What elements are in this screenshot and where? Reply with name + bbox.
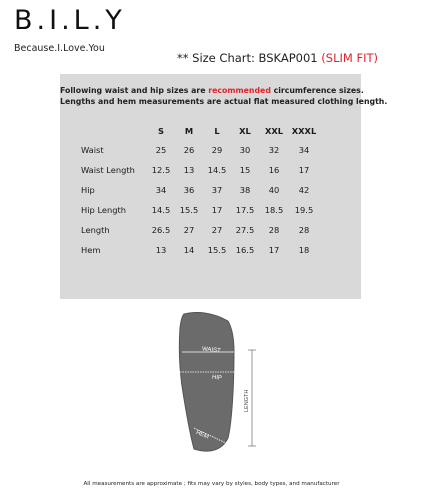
table-cell: 27 [183, 225, 195, 235]
table-cell: 26.5 [151, 225, 171, 235]
row-label: Hip Length [81, 205, 127, 215]
table-cell: 36 [183, 185, 195, 195]
table-cell: 15.5 [179, 205, 199, 215]
table-cell: 28 [268, 225, 280, 235]
sizing-note-text-b: circumference sizes. [270, 86, 364, 95]
table-cell: 14 [183, 245, 195, 255]
table-cell: 37 [211, 185, 223, 195]
table-cell: 18 [298, 245, 310, 255]
sizing-note-highlight: recommended [208, 86, 271, 95]
row-label: Length [81, 225, 110, 235]
size-chart-panel [60, 74, 388, 299]
hem-label: HEM [194, 429, 210, 441]
size-header-l: L [214, 126, 220, 136]
table-cell: 16.5 [235, 245, 255, 255]
row-label: Hem [81, 245, 101, 255]
footer-disclaimer: All measurements are approximate ; fits may vary by styles, body types, and manufacturer [83, 481, 340, 487]
table-cell: 27.5 [235, 225, 255, 235]
size-header-xl: XL [239, 126, 251, 136]
table-row-length [81, 220, 319, 240]
table-cell: 13 [155, 245, 167, 255]
table-row-waist-length [81, 160, 319, 180]
table-cell: 18.5 [264, 205, 284, 215]
fit-label: (SLIM FIT) [321, 51, 378, 65]
brand-logo: B.I.L.Y [14, 5, 126, 36]
table-cell: 15 [239, 165, 251, 175]
table-row-hip [81, 180, 319, 200]
table-cell: 34 [298, 145, 310, 155]
table-row-waist [81, 140, 319, 160]
table-cell: 15.5 [207, 245, 227, 255]
size-header-xxxl: XXXL [291, 126, 317, 136]
table-cell: 19.5 [294, 205, 314, 215]
table-cell: 32 [268, 145, 280, 155]
size-header-blank [81, 122, 147, 140]
skirt-measurement-diagram [170, 312, 270, 462]
row-label: Waist Length [81, 165, 135, 175]
table-cell: 17 [298, 165, 310, 175]
size-header-s: S [158, 126, 164, 136]
table-cell: 27 [211, 225, 223, 235]
brand-tagline: Because.I.Love.You [14, 43, 105, 54]
size-header-row [81, 122, 319, 140]
size-table [81, 122, 319, 260]
table-cell: 13 [183, 165, 195, 175]
table-cell: 25 [155, 145, 167, 155]
table-row-hem [81, 240, 319, 260]
table-cell: 40 [268, 185, 280, 195]
table-cell: 42 [298, 185, 310, 195]
table-cell: 14.5 [207, 165, 227, 175]
sizing-note-text-a: Following waist and hip sizes are [60, 86, 209, 95]
row-label: Hip [81, 185, 95, 195]
length-label: LENGTH [244, 389, 250, 412]
table-cell: 29 [211, 145, 223, 155]
hip-label: HIP [211, 374, 223, 382]
size-header-xxl: XXL [264, 126, 284, 136]
size-header-m: M [184, 126, 194, 136]
skirt-shape [179, 312, 234, 451]
sizing-note-line-2: Lengths and hem measurements are actual flat measured clothing length. [60, 97, 388, 106]
table-cell: 28 [298, 225, 310, 235]
table-cell: 30 [239, 145, 251, 155]
size-chart-code: ** Size Chart: BSKAP001 [177, 51, 322, 65]
table-cell: 17 [268, 245, 280, 255]
sizing-note-line-1 [60, 85, 364, 96]
table-cell: 34 [155, 185, 167, 195]
table-cell: 17.5 [235, 205, 255, 215]
size-chart-title [177, 51, 378, 65]
table-cell: 17 [211, 205, 223, 215]
table-row-hip-length [81, 200, 319, 220]
table-cell: 12.5 [151, 165, 171, 175]
waist-label: WAIST [201, 346, 221, 355]
row-label: Waist [81, 145, 104, 155]
table-cell: 38 [239, 185, 251, 195]
table-cell: 14.5 [151, 205, 171, 215]
table-cell: 16 [268, 165, 280, 175]
table-cell: 26 [183, 145, 195, 155]
